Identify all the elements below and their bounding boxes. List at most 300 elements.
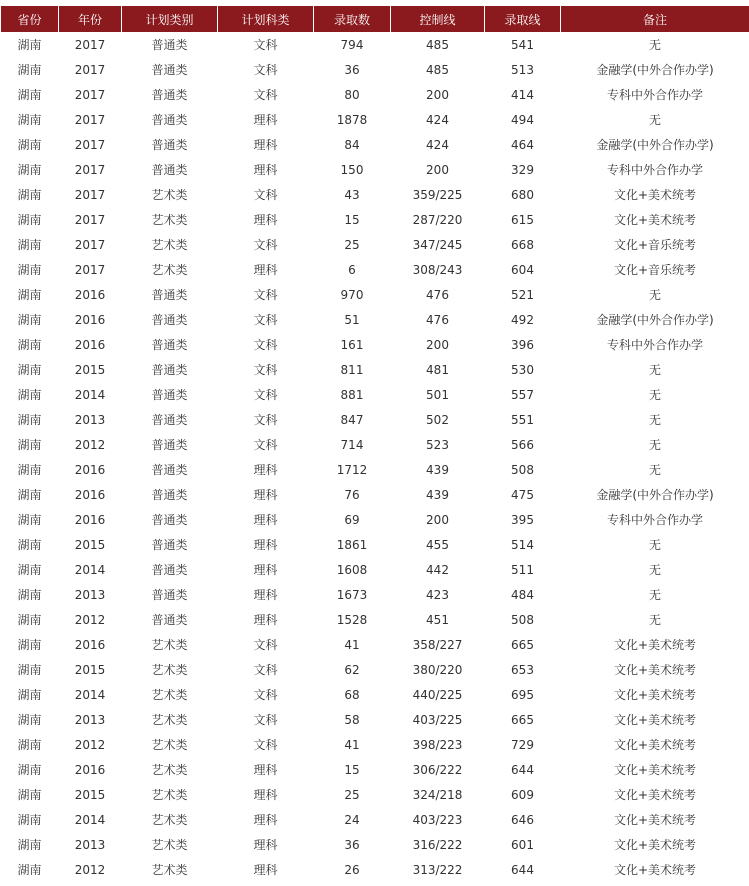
table-row: [1, 357, 749, 382]
cell-control-line: 403/223: [412, 812, 463, 827]
table-row: [1, 407, 749, 432]
column-header-plan-subject: 计划科类: [218, 6, 314, 32]
cell-control-line: 308/243: [412, 262, 463, 277]
cell-plan-category: 艺术类: [151, 213, 188, 227]
cell-admission-line: 566: [511, 437, 534, 452]
cell-admitted-count: 58: [344, 712, 360, 727]
cell-province: 湖南: [17, 613, 42, 627]
cell-control-line: 481: [426, 362, 449, 377]
cell-admitted-count: 41: [344, 737, 360, 752]
cell-admitted-count: 970: [340, 287, 364, 302]
cell-admitted-count: 36: [344, 62, 360, 77]
cell-plan-category: 普通类: [151, 463, 188, 477]
cell-admission-line: 653: [511, 662, 534, 677]
table-row: [1, 432, 749, 457]
cell-province: 湖南: [17, 763, 42, 777]
table-row: [1, 107, 749, 132]
cell-province: 湖南: [17, 138, 42, 152]
cell-plan-subject: 文科: [253, 688, 278, 702]
table-row: [1, 382, 749, 407]
cell-plan-subject: 理科: [253, 613, 278, 627]
table-row: [1, 707, 749, 732]
cell-admitted-count: 51: [344, 312, 360, 327]
cell-control-line: 200: [426, 162, 449, 177]
cell-admitted-count: 24: [344, 812, 360, 827]
cell-remarks: 文化+美术统考: [613, 688, 697, 702]
cell-admission-line: 609: [511, 787, 534, 802]
cell-control-line: 440/225: [412, 687, 463, 702]
cell-province: 湖南: [17, 463, 42, 477]
cell-plan-category: 艺术类: [151, 838, 188, 852]
cell-remarks: 文化+美术统考: [613, 213, 697, 227]
cell-admitted-count: 68: [344, 687, 360, 702]
cell-control-line: 455: [426, 537, 449, 552]
cell-plan-subject: 文科: [253, 63, 278, 77]
cell-admission-line: 395: [511, 512, 534, 527]
cell-admitted-count: 714: [340, 437, 364, 452]
table-row: [1, 57, 749, 82]
cell-control-line: 523: [426, 437, 449, 452]
cell-control-line: 200: [426, 337, 449, 352]
cell-admitted-count: 1861: [336, 537, 368, 552]
cell-admitted-count: 847: [340, 412, 364, 427]
cell-admission-line: 414: [511, 87, 534, 102]
cell-plan-category: 普通类: [151, 63, 188, 77]
cell-admission-line: 604: [511, 262, 534, 277]
cell-admitted-count: 15: [344, 212, 360, 227]
cell-control-line: 313/222: [412, 862, 463, 877]
cell-plan-subject: 文科: [253, 388, 278, 402]
cell-remarks: 专科中外合作办学: [606, 88, 703, 102]
cell-control-line: 439: [426, 487, 449, 502]
cell-year: 2016: [74, 512, 106, 527]
cell-admission-line: 729: [511, 737, 534, 752]
cell-year: 2016: [74, 337, 106, 352]
cell-admitted-count: 1528: [336, 612, 368, 627]
cell-remarks: 文化+美术统考: [613, 663, 697, 677]
cell-plan-category: 普通类: [151, 113, 188, 127]
cell-plan-category: 普通类: [151, 588, 188, 602]
cell-province: 湖南: [17, 188, 42, 202]
cell-control-line: 423: [426, 587, 449, 602]
cell-plan-category: 艺术类: [151, 688, 188, 702]
cell-admitted-count: 41: [344, 637, 360, 652]
cell-province: 湖南: [17, 338, 42, 352]
cell-province: 湖南: [17, 563, 42, 577]
cell-control-line: 306/222: [412, 762, 463, 777]
cell-admission-line: 484: [511, 587, 534, 602]
cell-year: 2017: [74, 162, 106, 177]
cell-plan-subject: 文科: [253, 438, 278, 452]
cell-remarks: 无: [648, 613, 661, 627]
header-row: [1, 6, 749, 32]
cell-plan-category: 普通类: [151, 338, 188, 352]
table-row: [1, 207, 749, 232]
cell-year: 2016: [74, 762, 106, 777]
cell-control-line: 442: [426, 562, 449, 577]
cell-control-line: 501: [426, 387, 449, 402]
cell-admitted-count: 36: [344, 837, 360, 852]
cell-plan-subject: 文科: [253, 38, 278, 52]
column-header-year: 年份: [59, 6, 122, 32]
table-row: [1, 457, 749, 482]
cell-plan-category: 普通类: [151, 163, 188, 177]
cell-plan-subject: 文科: [253, 288, 278, 302]
cell-province: 湖南: [17, 438, 42, 452]
cell-province: 湖南: [17, 88, 42, 102]
cell-plan-category: 普通类: [151, 363, 188, 377]
cell-province: 湖南: [17, 63, 42, 77]
cell-admitted-count: 84: [344, 137, 360, 152]
cell-plan-category: 艺术类: [151, 788, 188, 802]
table-row: [1, 557, 749, 582]
cell-control-line: 380/220: [412, 662, 463, 677]
cell-control-line: 403/225: [412, 712, 463, 727]
cell-plan-subject: 理科: [253, 538, 278, 552]
cell-admitted-count: 15: [344, 762, 360, 777]
cell-year: 2016: [74, 462, 106, 477]
cell-remarks: 文化+美术统考: [613, 738, 697, 752]
cell-plan-subject: 文科: [253, 738, 278, 752]
cell-plan-category: 普通类: [151, 413, 188, 427]
cell-remarks: 文化+美术统考: [613, 763, 697, 777]
cell-admitted-count: 6: [348, 262, 356, 277]
cell-admission-line: 695: [511, 687, 534, 702]
cell-admitted-count: 76: [344, 487, 360, 502]
table-row: [1, 507, 749, 532]
cell-admission-line: 644: [511, 762, 534, 777]
cell-admitted-count: 161: [340, 337, 364, 352]
cell-year: 2017: [74, 187, 106, 202]
cell-year: 2015: [74, 362, 106, 377]
cell-control-line: 324/218: [412, 787, 463, 802]
cell-plan-subject: 理科: [253, 213, 278, 227]
cell-admission-line: 665: [511, 637, 534, 652]
cell-province: 湖南: [17, 213, 42, 227]
table-row: [1, 132, 749, 157]
cell-plan-category: 普通类: [151, 513, 188, 527]
table-row: [1, 32, 749, 57]
cell-plan-subject: 理科: [253, 588, 278, 602]
cell-admitted-count: 62: [344, 662, 360, 677]
cell-plan-subject: 文科: [253, 188, 278, 202]
cell-province: 湖南: [17, 113, 42, 127]
cell-year: 2014: [74, 387, 106, 402]
cell-plan-subject: 文科: [253, 713, 278, 727]
cell-admitted-count: 1608: [336, 562, 368, 577]
cell-plan-subject: 文科: [253, 413, 278, 427]
cell-admission-line: 511: [511, 562, 534, 577]
cell-plan-category: 普通类: [151, 488, 188, 502]
cell-remarks: 文化+美术统考: [613, 188, 697, 202]
cell-plan-category: 艺术类: [151, 738, 188, 752]
cell-plan-category: 艺术类: [151, 763, 188, 777]
cell-province: 湖南: [17, 488, 42, 502]
cell-year: 2013: [74, 412, 106, 427]
cell-province: 湖南: [17, 288, 42, 302]
cell-control-line: 476: [426, 312, 449, 327]
cell-admission-line: 464: [511, 137, 534, 152]
cell-year: 2016: [74, 487, 106, 502]
cell-remarks: 文化+音乐统考: [613, 238, 697, 252]
cell-admission-line: 551: [511, 412, 534, 427]
cell-admitted-count: 811: [340, 362, 364, 377]
cell-admission-line: 646: [511, 812, 534, 827]
cell-province: 湖南: [17, 363, 42, 377]
column-header-remarks: 备注: [561, 6, 749, 32]
cell-control-line: 316/222: [412, 837, 463, 852]
cell-province: 湖南: [17, 713, 42, 727]
table-row: [1, 632, 749, 657]
cell-plan-category: 普通类: [151, 613, 188, 627]
cell-admission-line: 329: [511, 162, 534, 177]
cell-year: 2013: [74, 712, 106, 727]
table-row: [1, 857, 749, 882]
cell-plan-subject: 理科: [253, 813, 278, 827]
cell-admission-line: 475: [511, 487, 534, 502]
cell-admitted-count: 1878: [336, 112, 368, 127]
cell-province: 湖南: [17, 838, 42, 852]
cell-admission-line: 508: [511, 462, 534, 477]
cell-admitted-count: 150: [340, 162, 364, 177]
cell-plan-subject: 文科: [253, 663, 278, 677]
column-header-admission-line: 录取线: [485, 6, 561, 32]
table-row: [1, 332, 749, 357]
cell-control-line: 502: [426, 412, 449, 427]
cell-plan-category: 普通类: [151, 313, 188, 327]
cell-plan-category: 普通类: [151, 563, 188, 577]
cell-admission-line: 396: [511, 337, 534, 352]
table-row: [1, 832, 749, 857]
cell-year: 2017: [74, 87, 106, 102]
cell-year: 2015: [74, 787, 106, 802]
cell-remarks: 文化+音乐统考: [613, 263, 697, 277]
cell-admission-line: 644: [511, 862, 534, 877]
cell-year: 2012: [74, 612, 106, 627]
table-row: [1, 182, 749, 207]
cell-plan-subject: 文科: [253, 338, 278, 352]
column-header-control-line: 控制线: [391, 6, 485, 32]
cell-plan-subject: 理科: [253, 513, 278, 527]
cell-province: 湖南: [17, 863, 42, 877]
cell-remarks: 文化+美术统考: [613, 863, 697, 877]
cell-admission-line: 665: [511, 712, 534, 727]
cell-plan-category: 艺术类: [151, 813, 188, 827]
cell-admitted-count: 881: [340, 387, 364, 402]
cell-year: 2017: [74, 212, 106, 227]
cell-province: 湖南: [17, 513, 42, 527]
cell-year: 2012: [74, 737, 106, 752]
cell-control-line: 424: [426, 137, 449, 152]
cell-province: 湖南: [17, 688, 42, 702]
cell-admission-line: 680: [511, 187, 534, 202]
cell-remarks: 无: [648, 463, 661, 477]
cell-year: 2015: [74, 662, 106, 677]
cell-admission-line: 615: [511, 212, 534, 227]
cell-province: 湖南: [17, 313, 42, 327]
cell-remarks: 文化+美术统考: [613, 713, 697, 727]
cell-year: 2016: [74, 312, 106, 327]
column-header-plan-category: 计划类别: [122, 6, 218, 32]
cell-remarks: 无: [648, 288, 661, 302]
cell-province: 湖南: [17, 238, 42, 252]
cell-remarks: 金融学(中外合作办学): [596, 488, 714, 502]
cell-control-line: 439: [426, 462, 449, 477]
column-header-admitted-count: 录取数: [314, 6, 391, 32]
table-row: [1, 532, 749, 557]
cell-remarks: 无: [648, 588, 661, 602]
table-row: [1, 157, 749, 182]
cell-plan-category: 普通类: [151, 138, 188, 152]
table-row: [1, 657, 749, 682]
table-row: [1, 732, 749, 757]
cell-province: 湖南: [17, 813, 42, 827]
cell-plan-category: 艺术类: [151, 188, 188, 202]
cell-year: 2016: [74, 637, 106, 652]
cell-admission-line: 508: [511, 612, 534, 627]
cell-admission-line: 494: [511, 112, 534, 127]
table-row: [1, 807, 749, 832]
cell-year: 2016: [74, 287, 106, 302]
cell-year: 2017: [74, 37, 106, 52]
cell-plan-subject: 理科: [253, 138, 278, 152]
table-row: [1, 757, 749, 782]
cell-admission-line: 513: [511, 62, 534, 77]
cell-province: 湖南: [17, 413, 42, 427]
cell-year: 2017: [74, 112, 106, 127]
cell-province: 湖南: [17, 263, 42, 277]
table-body: [1, 32, 749, 882]
cell-plan-category: 普通类: [151, 288, 188, 302]
cell-year: 2015: [74, 537, 106, 552]
cell-remarks: 专科中外合作办学: [606, 163, 703, 177]
column-header-province: 省份: [1, 6, 59, 32]
cell-remarks: 金融学(中外合作办学): [596, 313, 714, 327]
cell-control-line: 359/225: [412, 187, 463, 202]
cell-remarks: 无: [648, 538, 661, 552]
cell-year: 2012: [74, 862, 106, 877]
cell-plan-category: 艺术类: [151, 638, 188, 652]
cell-year: 2014: [74, 562, 106, 577]
cell-plan-subject: 理科: [253, 863, 278, 877]
cell-plan-category: 艺术类: [151, 663, 188, 677]
cell-plan-subject: 文科: [253, 638, 278, 652]
cell-year: 2014: [74, 812, 106, 827]
cell-year: 2017: [74, 62, 106, 77]
cell-plan-category: 艺术类: [151, 863, 188, 877]
table-row: [1, 482, 749, 507]
cell-admission-line: 668: [511, 237, 534, 252]
cell-province: 湖南: [17, 663, 42, 677]
cell-remarks: 文化+美术统考: [613, 788, 697, 802]
cell-admitted-count: 25: [344, 787, 360, 802]
cell-remarks: 文化+美术统考: [613, 638, 697, 652]
cell-province: 湖南: [17, 788, 42, 802]
cell-province: 湖南: [17, 738, 42, 752]
cell-admitted-count: 794: [340, 37, 364, 52]
table-row: [1, 582, 749, 607]
cell-admitted-count: 26: [344, 862, 360, 877]
cell-plan-category: 普通类: [151, 88, 188, 102]
cell-year: 2017: [74, 262, 106, 277]
cell-province: 湖南: [17, 538, 42, 552]
cell-remarks: 文化+美术统考: [613, 838, 697, 852]
cell-year: 2012: [74, 437, 106, 452]
table-row: [1, 232, 749, 257]
cell-plan-category: 普通类: [151, 538, 188, 552]
cell-control-line: 424: [426, 112, 449, 127]
cell-year: 2017: [74, 237, 106, 252]
cell-control-line: 451: [426, 612, 449, 627]
cell-province: 湖南: [17, 388, 42, 402]
cell-plan-subject: 文科: [253, 88, 278, 102]
cell-remarks: 金融学(中外合作办学): [596, 138, 714, 152]
cell-province: 湖南: [17, 588, 42, 602]
cell-control-line: 347/245: [412, 237, 463, 252]
cell-plan-subject: 文科: [253, 363, 278, 377]
cell-year: 2014: [74, 687, 106, 702]
cell-control-line: 200: [426, 512, 449, 527]
cell-plan-subject: 理科: [253, 838, 278, 852]
cell-admission-line: 530: [511, 362, 534, 377]
cell-plan-subject: 理科: [253, 563, 278, 577]
cell-admission-line: 557: [511, 387, 534, 402]
cell-admission-line: 601: [511, 837, 534, 852]
cell-admission-line: 492: [511, 312, 534, 327]
cell-remarks: 无: [648, 413, 661, 427]
cell-control-line: 476: [426, 287, 449, 302]
table-row: [1, 607, 749, 632]
cell-remarks: 无: [648, 38, 661, 52]
cell-plan-subject: 理科: [253, 163, 278, 177]
cell-remarks: 无: [648, 563, 661, 577]
cell-remarks: 金融学(中外合作办学): [596, 63, 714, 77]
cell-control-line: 485: [426, 37, 449, 52]
cell-control-line: 287/220: [412, 212, 463, 227]
cell-plan-category: 艺术类: [151, 238, 188, 252]
cell-plan-subject: 理科: [253, 763, 278, 777]
cell-admission-line: 521: [511, 287, 534, 302]
cell-admitted-count: 43: [344, 187, 360, 202]
table-row: [1, 307, 749, 332]
cell-remarks: 文化+美术统考: [613, 813, 697, 827]
cell-plan-subject: 理科: [253, 488, 278, 502]
cell-admission-line: 514: [511, 537, 534, 552]
cell-admission-line: 541: [511, 37, 534, 52]
table-row: [1, 782, 749, 807]
cell-admitted-count: 1673: [336, 587, 368, 602]
cell-plan-category: 艺术类: [151, 263, 188, 277]
cell-remarks: 专科中外合作办学: [606, 513, 703, 527]
cell-province: 湖南: [17, 638, 42, 652]
table-row: [1, 682, 749, 707]
table-header: [1, 6, 749, 32]
cell-admitted-count: 80: [344, 87, 360, 102]
cell-plan-category: 普通类: [151, 38, 188, 52]
cell-year: 2013: [74, 837, 106, 852]
cell-control-line: 485: [426, 62, 449, 77]
admission-score-table: [0, 6, 749, 882]
cell-province: 湖南: [17, 163, 42, 177]
cell-year: 2013: [74, 587, 106, 602]
cell-plan-category: 艺术类: [151, 713, 188, 727]
cell-year: 2017: [74, 137, 106, 152]
cell-plan-subject: 理科: [253, 263, 278, 277]
cell-admitted-count: 1712: [336, 462, 368, 477]
cell-control-line: 398/223: [412, 737, 463, 752]
table-row: [1, 82, 749, 107]
cell-remarks: 无: [648, 388, 661, 402]
